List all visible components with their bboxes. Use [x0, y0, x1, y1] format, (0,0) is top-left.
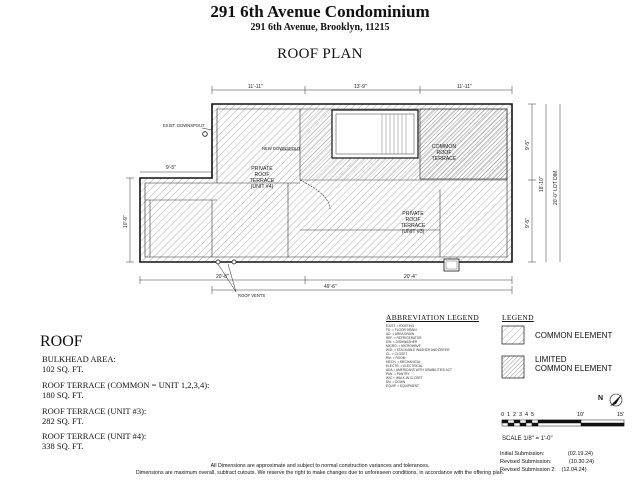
abbr-item: EQUIP. = EQUIPMENT — [386, 384, 419, 388]
abbr-item: PAN. = PANTRY — [386, 372, 410, 376]
scale-tick-3: 3 — [519, 412, 523, 418]
svg-text:TERRACE: TERRACE — [400, 223, 426, 229]
svg-text:COMMON: COMMON — [431, 144, 457, 150]
abbr-item: ELECTR. = ELECTRICAL — [386, 364, 423, 368]
abbr-item: AD. = AREA DRAIN — [386, 332, 415, 336]
footer-note-1: All Dimensions are approximate and subject to normal construction variances and tolerances. — [210, 463, 430, 469]
abbr-item: EXIST. = EXISTING — [386, 324, 415, 328]
plan-title: ROOF PLAN — [277, 46, 363, 62]
svg-text:(UNIT #4): (UNIT #4) — [250, 184, 274, 190]
scale-tick-4: 4 — [525, 412, 529, 418]
dim-bottom-left: 20'-8" — [216, 274, 229, 280]
svg-text:(UNIT #3): (UNIT #3) — [401, 229, 425, 235]
area-bulkhead: BULKHEAD AREA: 102 SQ. FT. — [42, 354, 116, 374]
footer-note-2: Dimensions are maximum overall, subtract cutouts. We reserve the right to make changes due to unforeseen conditions, in accordance with the offering plan. — [135, 470, 505, 476]
scale-tick-15: 15' — [617, 412, 625, 418]
abbr-item: DW. = DISHWASHER — [386, 340, 418, 344]
legend-title: LEGEND — [502, 313, 534, 322]
abbr-item: DN. = DOWN — [386, 380, 406, 384]
scale-tick-0: 0 — [501, 412, 505, 418]
abbr-item: W/D. = STACKABLE WASHER AND DRYER — [386, 348, 450, 352]
legend-limited-label: LIMITED COMMON ELEMENT — [535, 355, 613, 373]
abbr-item: CL. = CLOSET — [386, 352, 408, 356]
dim-right-inner-top: 9'-5" — [525, 140, 531, 150]
abbr-item: WIC = WALK-IN CLOSET — [386, 376, 423, 380]
abbr-item: MICRO. = MICROWAVE — [386, 344, 421, 348]
scale-tick-2: 2 — [513, 412, 517, 418]
area-terrace-unit-3: ROOF TERRACE (UNIT #3): 282 SQ. FT. — [42, 406, 147, 426]
scale-bar — [502, 420, 624, 426]
area-terrace-unit-4: ROOF TERRACE (UNIT #4): 338 SQ. FT. — [42, 431, 147, 451]
area-common-terrace: ROOF TERRACE (COMMON = UNIT 1,2,3,4): 180 SQ. FT. — [42, 380, 210, 400]
svg-text:TERRACE: TERRACE — [431, 156, 457, 162]
scale-tick-10: 10' — [577, 412, 585, 418]
svg-text:PRIVATE: PRIVATE — [251, 166, 273, 172]
label-private-terrace-4 — [250, 166, 275, 190]
label-new-downspout: NEW DOWNSPOUT — [262, 146, 301, 151]
dim-top-right: 11'-11" — [457, 84, 472, 90]
scale-label: SCALE 1/8" = 1'-0" — [502, 436, 553, 442]
submission-initial: Initial Submission: (02.19.24) — [500, 451, 593, 457]
dim-right-mid: 18'-10" — [539, 176, 545, 192]
area-heading: ROOF — [40, 333, 83, 350]
svg-text:TERRACE: TERRACE — [249, 178, 275, 184]
abbr-item: MECH. = MECHANICAL — [386, 360, 421, 364]
svg-text:ROOF: ROOF — [436, 150, 452, 156]
legend-limited-swatch — [502, 356, 524, 378]
label-roof-vents: ROOF VENTS — [238, 293, 266, 298]
scale-tick-5: 5 — [531, 412, 535, 418]
abbreviation-list — [386, 324, 452, 388]
bulkhead — [332, 110, 418, 158]
dim-left-side: 10'-9" — [123, 215, 129, 228]
dim-right-lot: 20'-0" LOT DIM. — [553, 169, 559, 205]
svg-text:PRIVATE: PRIVATE — [402, 211, 424, 217]
abbr-item: FD. = FLOOR DRAIN — [386, 328, 417, 332]
abbr-item: ADA = AMERICANS WITH DISABILITIES ACT — [386, 368, 452, 372]
dim-right-inner-bottom: 9'-5" — [525, 218, 531, 228]
north-arrow-icon — [610, 394, 622, 406]
label-exist-downspout: EXIST. DOWNSPOUT — [163, 123, 205, 128]
label-private-terrace-3 — [401, 211, 426, 235]
dim-left-step: 9'-5" — [166, 165, 176, 171]
document-title: 291 6th Avenue Condominium — [210, 2, 430, 21]
abbr-item: REF. = REFRIGERATOR — [386, 336, 422, 340]
legend-common-swatch — [502, 326, 524, 344]
abbreviation-legend-title: ABBREVIATION LEGEND — [386, 313, 479, 322]
dim-bottom-right: 20'-4" — [404, 274, 417, 280]
submission-revised-2: Revised Submission 2: (12.04.24) — [500, 467, 587, 473]
svg-text:ROOF: ROOF — [254, 172, 270, 178]
dim-top-mid: 13'-9" — [354, 84, 367, 90]
abbr-item: RM. = ROOM — [386, 356, 406, 360]
legend-common-label: COMMON ELEMENT — [535, 331, 613, 340]
north-label: N — [598, 395, 604, 402]
submission-revised: Revised Submission: (10.30.24) — [500, 459, 594, 465]
dim-bottom-total: 49'-6" — [324, 284, 337, 290]
svg-text:ROOF: ROOF — [405, 217, 421, 223]
document-address: 291 6th Avenue, Brooklyn, 11215 — [250, 22, 390, 33]
dim-top-left: 11'-11" — [248, 84, 263, 90]
scale-tick-1: 1 — [507, 412, 511, 418]
